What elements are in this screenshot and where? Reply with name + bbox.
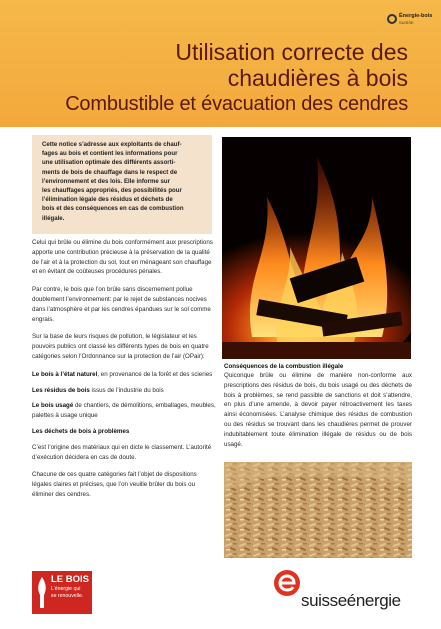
le-bois-logo [32,571,92,614]
energie-bois-sub: SUISSE [399,20,414,25]
category-used-wood-name: Le bois usagé [32,402,74,410]
energie-bois-logo-icon [387,14,397,24]
section-heading-illegal-combustion: Conséquences de la combustion illégale [224,363,344,370]
intro-box [32,135,212,234]
le-bois-tagline-2: se renouvelle. [51,593,84,599]
intro-line: l’environnement et des lois. Elle informe sur [42,177,171,185]
paragraph-pollution: Par contre, le bois que l’on brûle sans discernement pollue doublement l’environnement: par le rejet de substances nocives dans l’atmosphère et par les cendres épandues sur le sol comme engrais. [32,286,211,323]
paragraph-classification: C’est l’origine des matériaux qui en dicte le classement. L’autorité d’exécution décidera en cas de doute. [32,443,212,461]
category-wood-residues-name: Les résidus de bois [32,386,90,394]
category-wood-residues [32,386,216,396]
category-problem-wood [32,427,216,437]
energie-bois-brand: Énergie-bois [399,13,433,19]
page-subtitle: Combustible et évacuation des cendres [65,93,408,115]
energie-bois-logo [387,12,433,34]
intro-line: bois et des conséquences en cas de combustion [42,205,184,213]
category-used-wood-desc: de chantiers, de démolitions, emballages, meubles, palettes à usage unique [32,402,216,420]
suisse-energie-wordmark: suisseénergie [301,591,401,610]
page-title-line1: Utilisation correcte des [175,39,408,65]
category-natural-wood-name: Le bois à l’état naturel [32,370,98,378]
intro-line: Cette notice s’adresse aux exploitants de chauf- [42,141,182,148]
paragraph-legal-provisions: Chacune de ces quatre catégories fait l’objet de dispositions légales claires et précises, que l’on veuille brûler du bois ou éliminer des cendres. [32,471,197,498]
paragraph-illegal-combustion: Quiconque brûle ou élimine de manière non-conforme aux prescriptions des résidus de bois, du bois usagé ou des déchets de bois à problèmes, se rend passible de sanctions et doit s’attendre, en plus d’une amende, à devoir payer rétroactivement les taxes ainsi économisées. L’analyse chimique des résidus de combustion ou des résidus se trouvant dans les chaudières permet de prouver indubitablement toute élimination illégale de résidus ou de bois usagé. [224,372,412,448]
suisse-energie-logo [274,570,414,610]
paragraph-contribution: Celui qui brûle ou élimine du bois conformément aux prescriptions apporte une contribution précieuse à la préservation de la qualité de l’air et à la protection du sol, tout en ménageant son chauffage et en évitant de coûteuses procédures pénales. [32,239,213,276]
le-bois-name: LE BOIS [51,574,90,585]
category-used-wood [32,401,216,421]
intro-line: ments de bois de chauffage dans le respect de [42,168,178,176]
le-bois-tagline-1: L’énergie qui [51,586,81,592]
category-natural-wood [32,370,216,380]
right-column [224,362,412,449]
category-wood-residues-desc: issus de l’industrie du bois [89,386,164,394]
wood-chips-photo [224,462,412,558]
intro-line: fages au bois et contient les informations pour [42,150,178,158]
category-natural-wood-desc: , en provenance de la forêt et des scieries [97,370,213,378]
intro-line: une utilisation optimale des différents assorti- [42,159,176,167]
suisse-energie-e-icon [274,570,300,596]
fire-photo [222,137,411,359]
intro-line: l’élimination légale des résidus et déchets de [42,196,173,204]
left-column [32,238,216,508]
wood-chips-illustration [224,462,412,558]
intro-line: illégale. [42,214,65,222]
paragraph-categories-intro: Sur la base de leurs risques de pollution, le législateur et les pouvoirs publics ont classé les différents types de bois en quatre catégories selon l’Ordonnance sur la protection de l’air (OPair): [32,333,209,360]
fire-illustration [222,137,411,359]
category-problem-wood-name: Les déchets de bois à problèmes [32,427,130,435]
header-banner [0,0,441,127]
intro-line: les chauffages appropriés, des possibilités pour [42,187,182,195]
page-title-line2: chaudières à bois [227,65,408,91]
tree-trunk-icon [35,575,49,610]
